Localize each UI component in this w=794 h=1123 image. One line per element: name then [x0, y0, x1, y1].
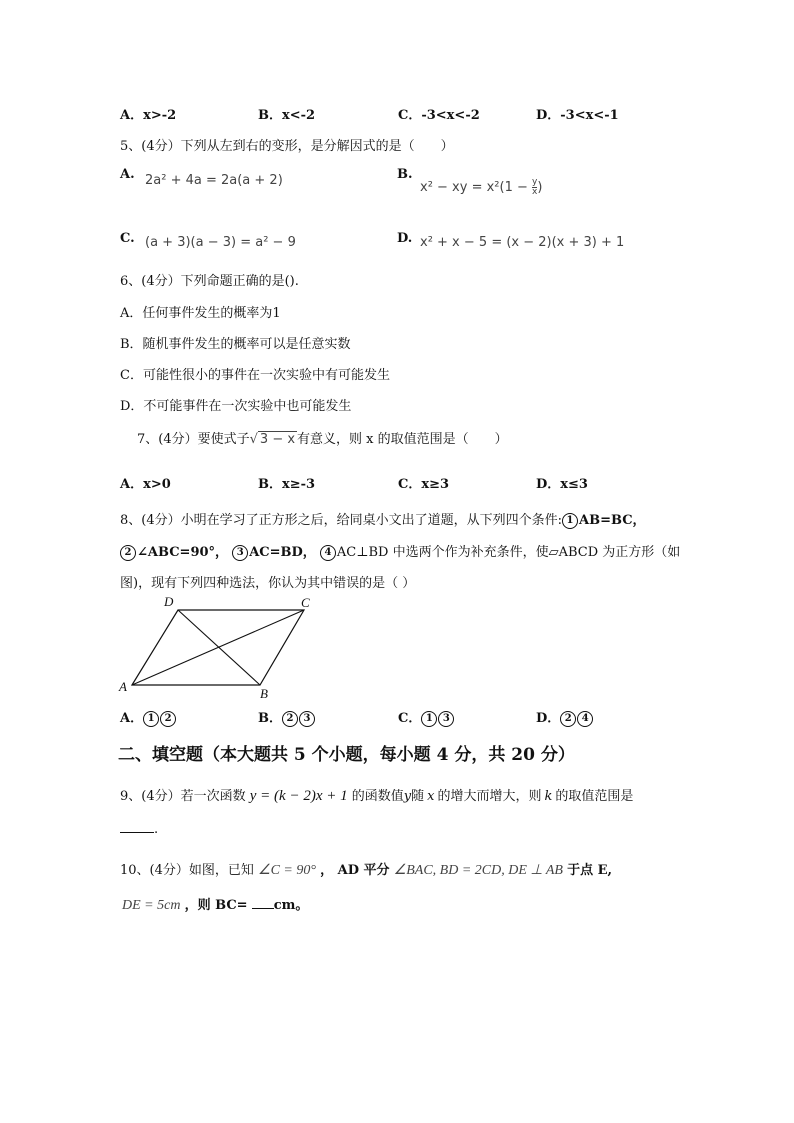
q8-option-a-label: A．: [120, 711, 144, 726]
q10-line1: [120, 859, 612, 879]
q4-option-c: C．-3<x<-2: [398, 108, 480, 123]
q8-line1-text: 8、(4分）小明在学习了正方形之后，给同桌小文出了道题，从下列四个条件:: [120, 513, 562, 528]
q8-parallelogram-figure: [118, 592, 318, 702]
q9-function-expr: y = (k − 2)x + 1: [249, 788, 348, 804]
q8-condition-1: AB=BC，: [579, 513, 646, 528]
q9-mid2: 随: [411, 789, 425, 804]
q5-option-b-expr: [420, 178, 542, 197]
section-2-heading: 二、填空题（本大题共 5 个小题，每小题 4 分，共 20 分）: [118, 745, 575, 765]
q6-option-c: C．可能性很小的事件在一次实验中有可能发生: [120, 368, 390, 383]
q5-option-d-expr: x² + x − 5 = (x − 2)(x + 3) + 1: [420, 235, 625, 250]
q5-option-b-frac-num: y: [532, 177, 538, 187]
q10-line2-mid: ，则 BC=: [184, 898, 248, 913]
q8-condition-2-marker: 2: [120, 545, 136, 561]
q7-stem: [137, 428, 508, 447]
q5-option-c-label: C.: [120, 231, 135, 246]
q9-mid1: 的函数值: [351, 789, 404, 804]
q7-option-a: A．x>0: [120, 477, 171, 492]
q7-option-b: B．x≥-3: [258, 477, 316, 492]
q5-option-b-right: ): [537, 180, 543, 195]
q9-mid3: 的增大而增大，则: [437, 789, 542, 804]
q8-option-a: [120, 707, 177, 727]
q10-pre: 10、(4分）如图，已知: [120, 863, 254, 878]
q8-option-d-marker-1: 2: [560, 711, 576, 727]
q8-option-c-label: C．: [398, 711, 422, 726]
diagonal-bd: [178, 610, 260, 685]
q7-radicand: 3 − x: [259, 432, 296, 447]
q8-option-c-marker-2: 3: [438, 711, 454, 727]
q4-option-a: A．x>-2: [120, 108, 177, 123]
q9-var-x: x: [427, 789, 435, 804]
q8-option-c-marker-1: 1: [421, 711, 437, 727]
diagonal-ac: [132, 610, 304, 685]
q5-stem: 5、(4分）下列从左到右的变形，是分解因式的是（ ）: [120, 139, 454, 154]
q5-option-c-expr: (a + 3)(a − 3) = a² − 9: [145, 235, 296, 250]
q4-option-d: D．-3<x<-1: [536, 108, 619, 123]
q6-stem: 6、(4分）下列命题正确的是().: [120, 274, 299, 289]
q8-option-c: [398, 707, 455, 727]
q6-option-d: D．不可能事件在一次实验中也可能发生: [120, 399, 352, 414]
q8-condition-1-marker: 1: [562, 513, 578, 529]
q10-line2-post: cm。: [273, 898, 309, 913]
q9-end: .: [154, 822, 159, 837]
q10-answer-blank[interactable]: [252, 908, 274, 909]
q6-option-b: B．随机事件发生的概率可以是任意实数: [120, 337, 351, 352]
q8-option-a-marker-1: 1: [143, 711, 159, 727]
q7-stem-pre: 7、(4分）要使式子: [137, 432, 250, 447]
q8-option-b: [258, 707, 316, 727]
q9-var-y: y: [403, 789, 412, 804]
q5-option-a-expr: 2a² + 4a = 2a(a + 2): [145, 173, 283, 188]
vertex-label-d: D: [164, 594, 174, 609]
q7-stem-post: 有意义，则 x 的取值范围是（ ）: [297, 432, 508, 447]
q8-condition-3: AC=BD，: [249, 545, 316, 560]
q9-answer-line: [120, 822, 158, 837]
vertex-label-b: B: [260, 686, 268, 701]
q10-de-expr: DE = 5cm: [122, 898, 181, 913]
q9-pre: 9、(4分）若一次函数: [120, 789, 246, 804]
q8-option-b-marker-2: 3: [299, 711, 315, 727]
q5-option-b-label: B.: [397, 167, 413, 182]
q5-option-b-frac-den: x: [532, 187, 538, 197]
q6-option-a: A．任何事件发生的概率为1: [120, 306, 281, 321]
q8-option-b-marker-1: 2: [282, 711, 298, 727]
q8-condition-4: AC⊥BD 中选两个作为补充条件，使▱ABCD 为正方形（如: [336, 545, 681, 560]
q8-option-d: [536, 707, 594, 727]
q8-option-a-marker-2: 2: [160, 711, 176, 727]
q10-line2: [122, 894, 308, 914]
q10-expr: ∠BAC, BD = 2CD, DE ⊥ AB: [393, 863, 563, 878]
q7-sqrt: √ 3 − x: [249, 432, 296, 447]
q8-line1: [120, 509, 646, 529]
q4-option-b: B．x<-2: [258, 108, 316, 123]
q8-option-d-label: D．: [536, 711, 561, 726]
q8-option-b-label: B．: [258, 711, 282, 726]
q8-condition-3-marker: 3: [232, 545, 248, 561]
q10-angle: ∠C = 90°: [258, 863, 316, 878]
q8-line2: [120, 541, 680, 561]
q8-line3: 图)，现有下列四种选法，你认为其中错误的是（ ）: [120, 576, 416, 591]
vertex-label-a: A: [119, 679, 127, 694]
q7-option-c: C．x≥3: [398, 477, 450, 492]
q8-condition-4-marker: 4: [320, 545, 336, 561]
q5-option-a-label: A.: [120, 167, 135, 182]
q7-option-d: D．x≤3: [536, 477, 588, 492]
q9-answer-blank[interactable]: [120, 832, 154, 833]
q10-post: 于点 E,: [567, 863, 613, 878]
q10-mid: ， AD 平分: [320, 863, 390, 878]
q5-option-d-label: D.: [397, 231, 413, 246]
q9-post: 的取值范围是: [555, 789, 634, 804]
q5-option-b-left: x² − xy = x²(1 −: [420, 180, 528, 195]
vertex-label-c: C: [301, 595, 310, 610]
q9-line1: [120, 785, 633, 805]
q8-condition-2: ∠ABC=90°，: [137, 545, 229, 560]
q9-var-k: k: [544, 789, 553, 804]
q8-option-d-marker-2: 4: [577, 711, 593, 727]
